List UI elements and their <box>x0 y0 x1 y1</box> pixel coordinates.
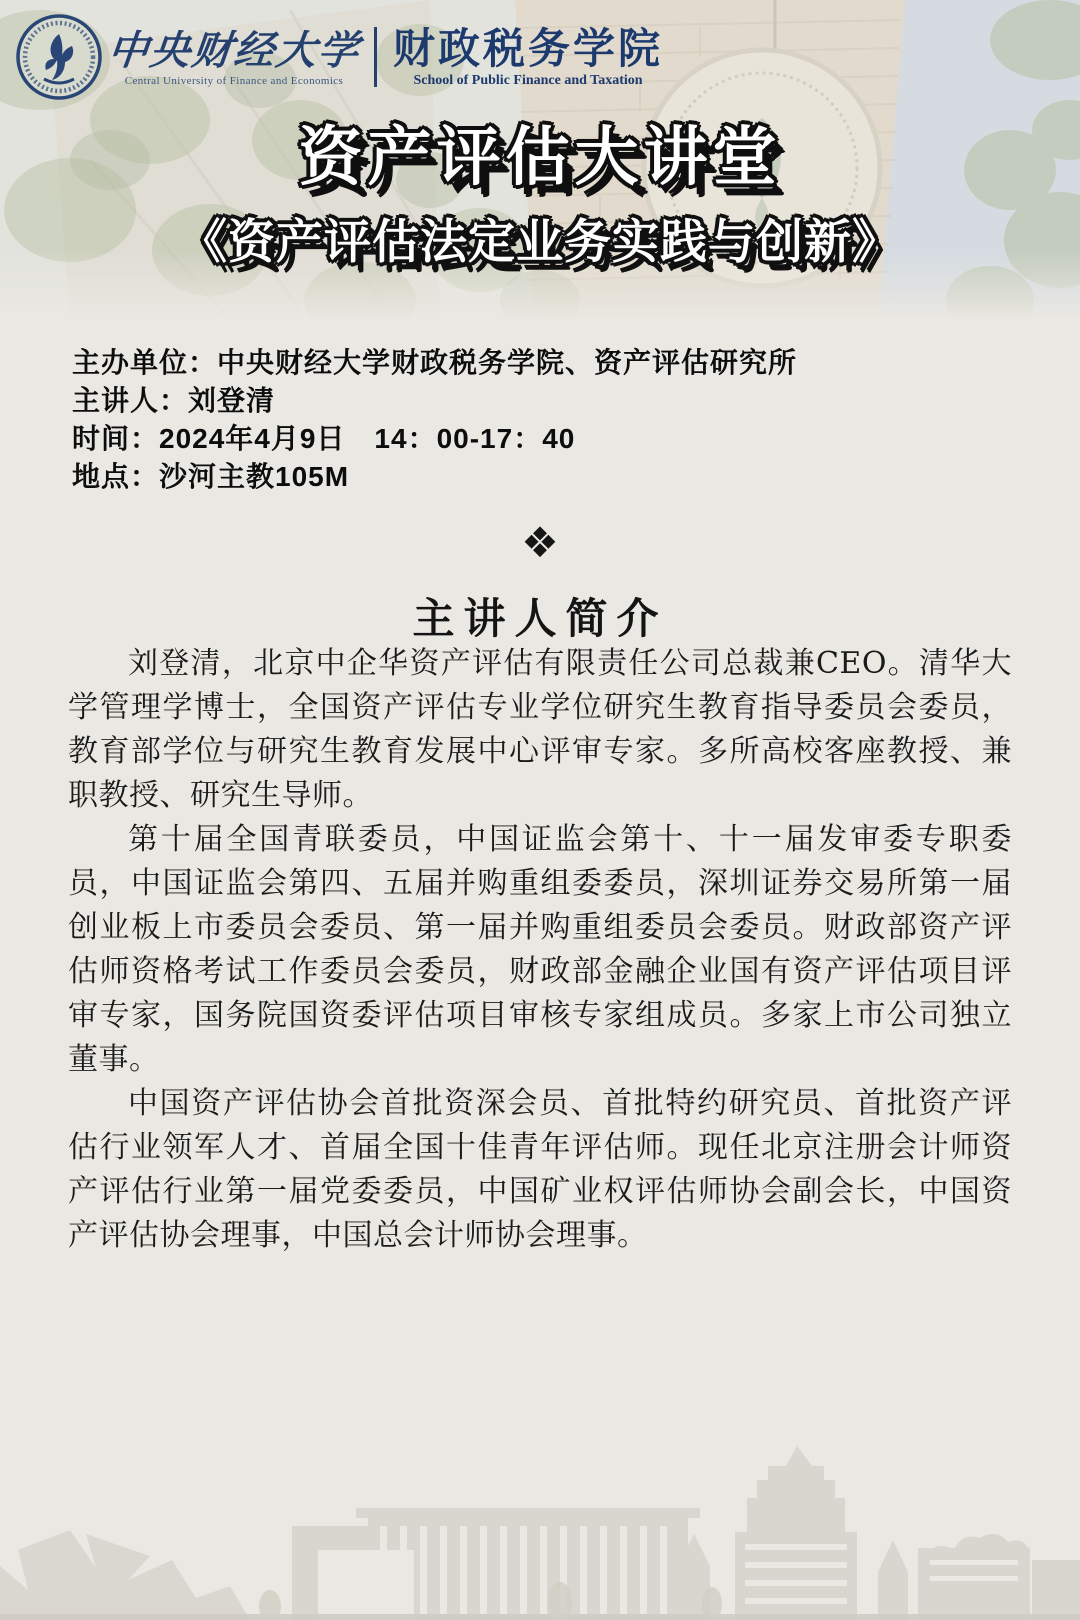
bio-paragraph-2: 第十届全国青联委员，中国证监会第十、十一届发审委专职委员，中国证监会第四、五届并购重组委委员，深圳证券交易所第一届创业板上市委员会委员、第一届并购重组委员会委员。财政部资产评估师资格考试工作委员会委员，财政部金融企业国有资产评估项目评审专家，国务院国资委评估项目审核专家组成员。多家上市公司独立董事。 <box>68 822 1012 1077</box>
poster-title: 资产评估大讲堂 <box>298 120 782 195</box>
school-name-block <box>393 26 663 89</box>
brand-divider <box>374 27 377 87</box>
poster-subtitle: 《资产评估法定业务实践与创新》 <box>180 215 900 270</box>
bio-paragraph-1: 刘登清，北京中企华资产评估有限责任公司总裁兼CEO。清华大学管理学博士，全国资产评估专业学位研究生教育指导委员会委员，教育部学位与研究生教育发展中心评审专家。多所高校客座教授、兼职教授、研究生导师。 <box>68 646 1012 813</box>
diamond-ornament-icon: ❖ <box>521 518 559 567</box>
event-info <box>72 344 797 496</box>
school-name-en: School of Public Finance and Taxation <box>413 72 643 88</box>
speaker-bio <box>68 642 1012 1258</box>
info-location: 地点：沙河主教105M <box>72 461 350 492</box>
university-name-en: Central University of Finance and Economics <box>124 74 344 87</box>
school-name-cn: 财政税务学院 <box>393 24 664 72</box>
section-title: 主讲人简介 <box>412 594 668 643</box>
university-name-block <box>105 26 363 87</box>
campus-skyline-illustration <box>0 1440 1080 1620</box>
header-brand <box>14 12 663 102</box>
info-organizer: 主办单位：中央财经大学财政税务学院、资产评估研究所 <box>72 347 798 378</box>
university-name-cn: 中央财经大学 <box>105 26 363 74</box>
university-seal-icon <box>14 12 104 102</box>
bio-paragraph-3: 中国资产评估协会首批资深会员、首批特约研究员、首批资产评估行业领军人才、首届全国十佳青年评估师。现任北京注册会计师资产评估行业第一届党委委员，中国矿业权评估师协会副会长，中国资产评估协会理事，中国总会计师协会理事。 <box>68 1086 1012 1253</box>
info-time: 时间：2024年4月9日 14：00-17：40 <box>72 423 576 454</box>
info-speaker: 主讲人：刘登清 <box>72 385 276 416</box>
